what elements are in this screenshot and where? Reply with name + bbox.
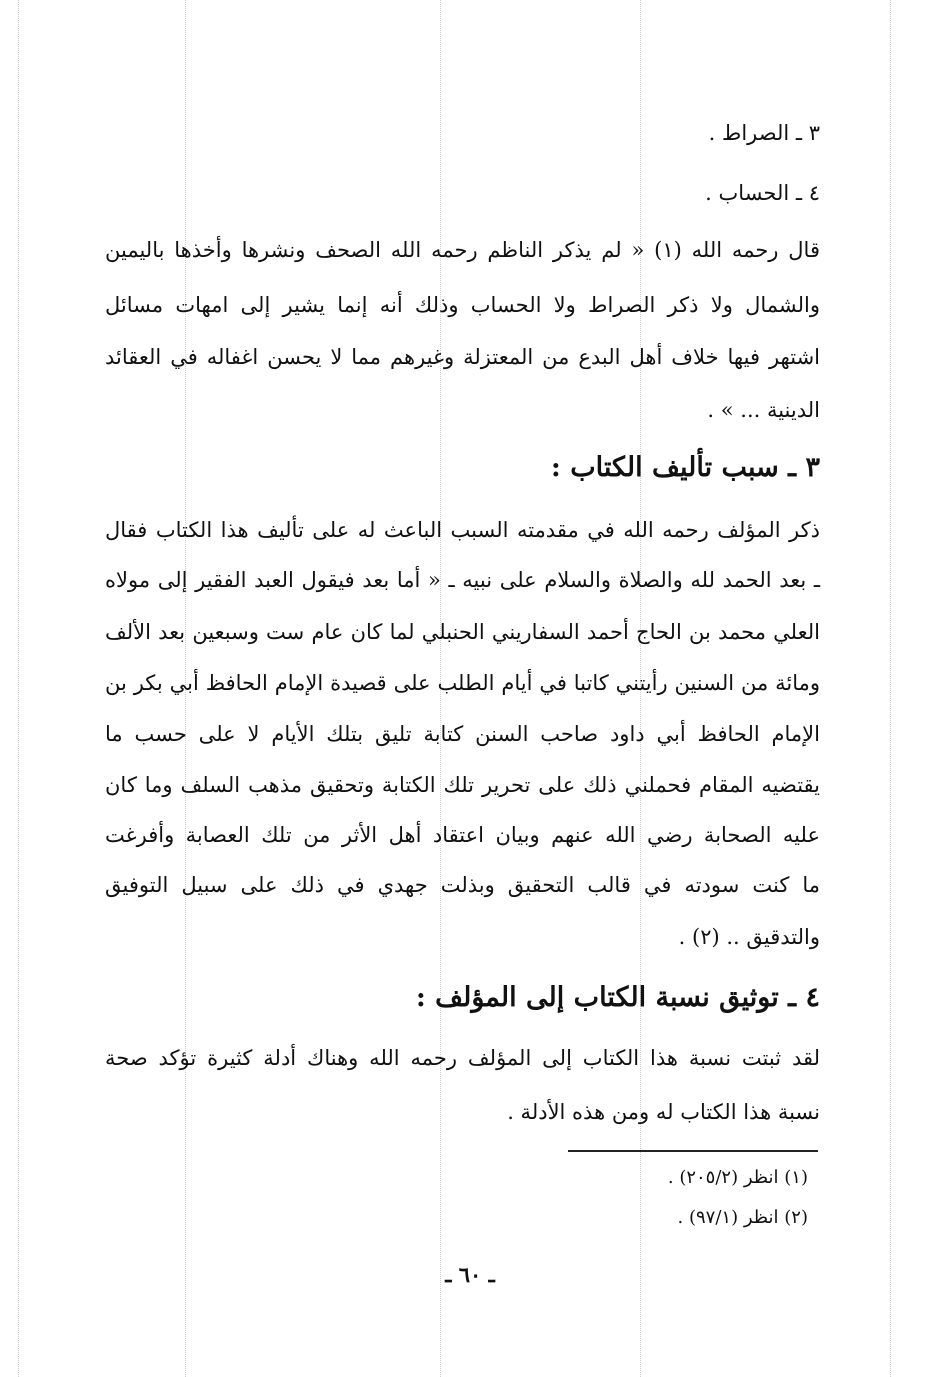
paragraph-line: والتدقيق .. (٢) . <box>678 925 820 949</box>
page-number: ـ ٦٠ ـ <box>445 1262 495 1287</box>
footnote-divider <box>568 1150 818 1152</box>
scan-guide-line <box>18 0 19 1377</box>
list-item-hisab: ٤ ـ الحساب . <box>705 181 820 205</box>
quote-line: اشتهر فيها خلاف أهل البدع من المعتزلة وغيرهم مما لا يحسن اغفاله في العقائد <box>105 345 820 369</box>
section-heading: ٣ ـ سبب تأليف الكتاب : <box>550 452 820 483</box>
paragraph-line: يقتضيه المقام فحملني ذلك على تحرير تلك الكتابة وتحقيق مذهب السلف وما كان <box>105 773 820 797</box>
quote-line: والشمال ولا ذكر الصراط ولا الحساب وذلك أنه إنما يشير إلى امهات مسائل <box>105 293 820 317</box>
paragraph-line: ـ بعد الحمد لله والصلاة والسلام على نبيه ـ « أما بعد فيقول العبد الفقير إلى مولاه <box>105 568 820 592</box>
paragraph-line: لقد ثبتت نسبة هذا الكتاب إلى المؤلف رحمه الله وهناك أدلة كثيرة تؤكد صحة <box>105 1046 820 1070</box>
section-heading: ٤ ـ توثيق نسبة الكتاب إلى المؤلف : <box>415 982 820 1013</box>
footnote: (١) انظر (٢٠٥/٢) . <box>667 1167 808 1188</box>
paragraph-line: العلي محمد بن الحاج أحمد السفاريني الحنبلي لما كان عام ست وسبعين بعد الألف <box>105 620 820 644</box>
list-item-sirat: ٣ ـ الصراط . <box>708 121 820 145</box>
paragraph-line: ومائة من السنين رأيتني كاتبا في أيام الطلب على قصيدة الإمام الحافظ أبي بكر بن <box>105 671 820 695</box>
quote-line: قال رحمه الله (١) « لم يذكر الناظم رحمه الله الصحف ونشرها وأخذها باليمين <box>105 238 820 262</box>
paragraph-line: نسبة هذا الكتاب له ومن هذه الأدلة . <box>507 1100 820 1124</box>
paragraph-line: الإمام الحافظ أبي داود صاحب السنن كتابة تليق بتلك الأيام لا على حسب ما <box>105 722 820 746</box>
paragraph-line: ذكر المؤلف رحمه الله في مقدمته السبب الباعث له على تأليف هذا الكتاب فقال <box>105 518 820 542</box>
scan-guide-line <box>890 0 891 1377</box>
paragraph-line: عليه الصحابة رضي الله عنهم وبيان اعتقاد أهل الأثر من تلك العصابة وأفرغت <box>105 823 820 847</box>
footnote: (٢) انظر (٩٧/١) . <box>677 1207 808 1228</box>
paragraph-line: ما كنت سودته في قالب التحقيق وبذلت جهدي في ذلك على سبيل التوفيق <box>105 873 820 897</box>
quote-line: الدينية ... » . <box>707 398 820 422</box>
